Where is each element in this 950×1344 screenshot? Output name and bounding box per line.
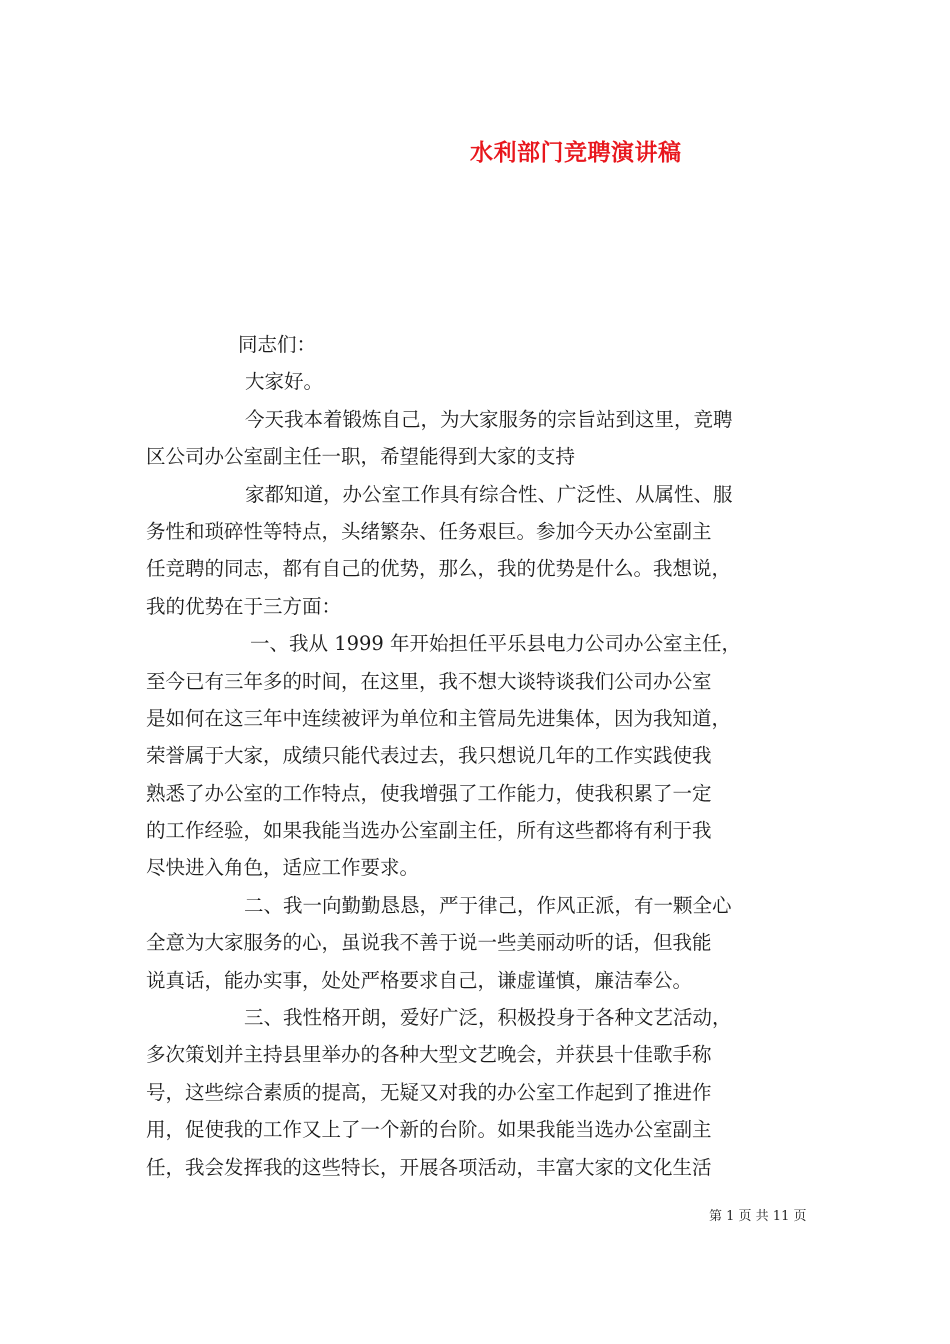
paragraph-line: 全意为大家服务的心，虽说我不善于说一些美丽动听的话，但我能 (146, 931, 712, 955)
paragraph-line: 任，我会发挥我的这些特长，开展各项活动，丰富大家的文化生活 (146, 1155, 712, 1179)
paragraph-line: 熟悉了办公室的工作特点，使我增强了工作能力，使我积累了一定 (146, 781, 712, 805)
paragraph-line: 区公司办公室副主任一职，希望能得到大家的支持 (146, 445, 576, 469)
paragraph-line: 的工作经验，如果我能当选办公室副主任，所有这些都将有利于我 (146, 819, 712, 843)
greeting-line: 同志们： (238, 333, 317, 356)
document-title: 水利部门竞聘演讲稿 (470, 139, 682, 166)
paragraph-line: 三、我性格开朗，爱好广泛，积极投身于各种文艺活动， (244, 1006, 732, 1030)
paragraph-line: 今天我本着锻炼自己，为大家服务的宗旨站到这里，竞聘 (245, 407, 733, 431)
paragraph-line: 是如何在这三年中连续被评为单位和主管局先进集体，因为我知道， (146, 706, 732, 730)
paragraph-line: 荣誉属于大家，成绩只能代表过去，我只想说几年的工作实践使我 (146, 744, 712, 768)
paragraph-line: 我的优势在于三方面： (146, 594, 342, 618)
paragraph-line: 务性和琐碎性等特点，头绪繁杂、任务艰巨。参加今天办公室副主 (146, 519, 712, 543)
paragraph-line: 用，促使我的工作又上了一个新的台阶。如果我能当选办公室副主 (146, 1118, 712, 1142)
paragraph-line: 一、我从 1999 年开始担任平乐县电力公司办公室主任， (250, 632, 742, 656)
paragraph-line: 至今已有三年多的时间，在这里，我不想大谈特谈我们公司办公室 (146, 669, 712, 693)
paragraph-line: 任竞聘的同志，都有自己的优势，那么，我的优势是什么。我想说， (146, 557, 732, 581)
page-number-footer: 第 1 页 共 11 页 (709, 1209, 807, 1224)
document-body (146, 326, 828, 1186)
hello-line: 大家好。 (245, 370, 324, 394)
paragraph-line: 二、我一向勤勤恳恳，严于律己，作风正派，有一颗全心 (244, 893, 732, 917)
paragraph-line: 尽快进入角色，适应工作要求。 (146, 856, 420, 880)
paragraph-line: 多次策划并主持县里举办的各种大型文艺晚会，并获县十佳歌手称 (146, 1043, 712, 1067)
paragraph-line: 家都知道，办公室工作具有综合性、广泛性、从属性、服 (245, 482, 733, 506)
paragraph-line: 号，这些综合素质的提高，无疑又对我的办公室工作起到了推进作 (146, 1080, 712, 1104)
paragraph-line: 说真话，能办实事，处处严格要求自己，谦虚谨慎，廉洁奉公。 (146, 968, 693, 992)
